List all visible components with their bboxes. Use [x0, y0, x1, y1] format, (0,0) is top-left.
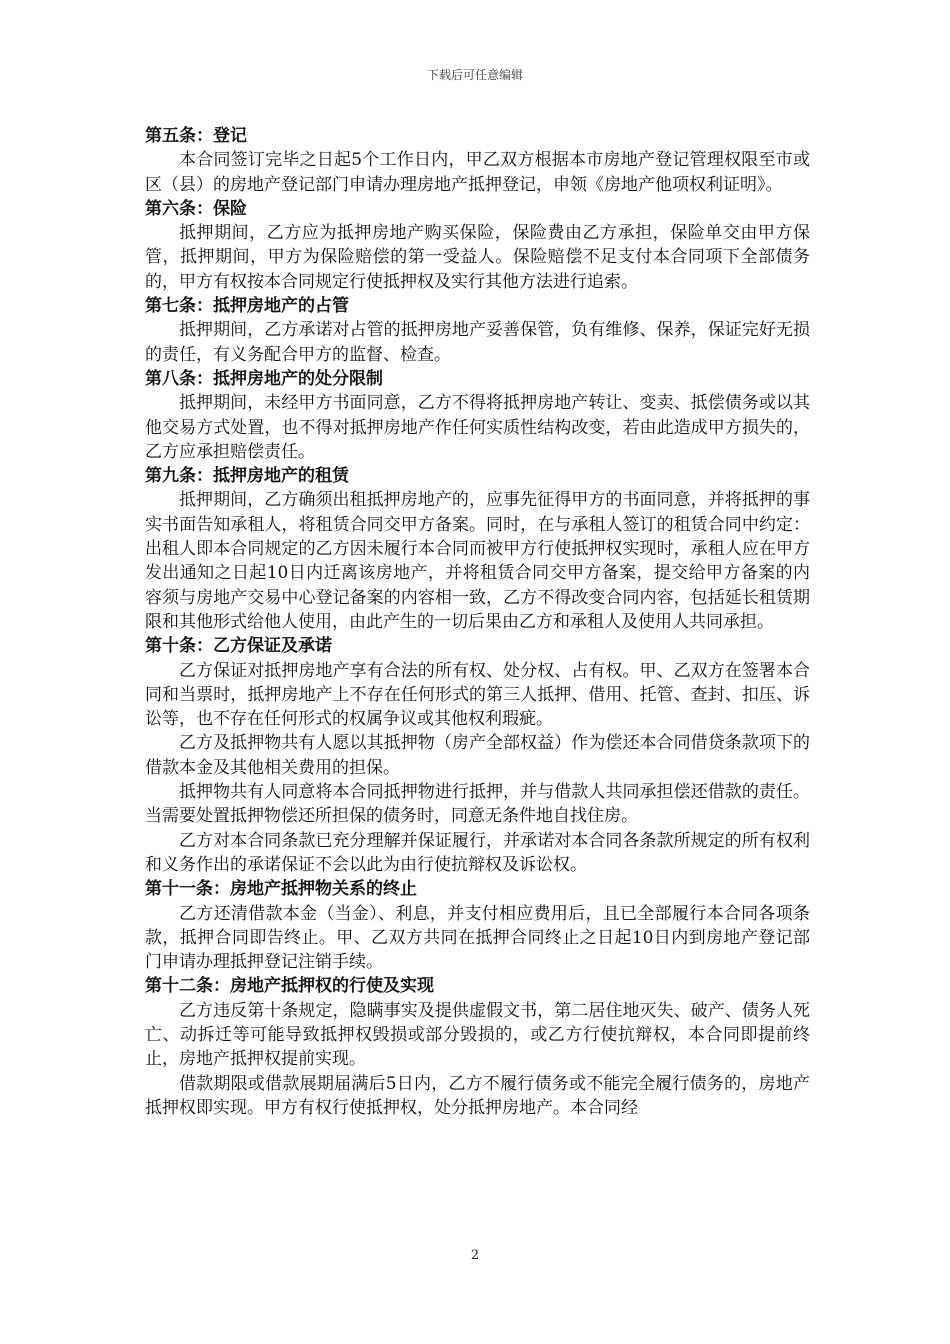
section-title: 第十二条：房地产抵押权的行使及实现 [145, 976, 434, 997]
section-paragraph: 借款期限或借款展期届满后5日内，乙方不履行债务或不能完全履行债务的，房地产抵押权即实现。甲方有权行使抵押权，处分抵押房地产。本合同经 [145, 1073, 810, 1118]
section-title: 第九条：抵押房地产的租赁 [145, 466, 349, 487]
section-paragraph: 乙方还清借款本金（当金）、利息，并支付相应费用后，且已全部履行本合同各项条款，抵押合同即告终止。甲、乙双方共同在抵押合同终止之日起10日内到房地产登记部门申请办理抵押登记注销手续。 [145, 903, 810, 973]
section-title: 第十一条：房地产抵押物关系的终止 [145, 879, 417, 900]
section-title: 第十条：乙方保证及承诺 [145, 636, 332, 657]
section-paragraph: 抵押物共有人同意将本合同抵押物进行抵押，并与借款人共同承担偿还借款的责任。当需要处置抵押物偿还所担保的债务时，同意无条件地自找住房。 [145, 782, 810, 827]
section-title: 第六条：保险 [145, 198, 247, 219]
section-paragraph: 乙方保证对抵押房地产享有合法的所有权、处分权、占有权。甲、乙双方在签署本合同和当票时，抵押房地产上不存在任何形式的第三人抵押、借用、托管、查封、扣压、诉讼等，也不存在任何形式的权属争议或其他权利瑕疵。 [145, 660, 810, 730]
section-title: 第八条：抵押房地产的处分限制 [145, 368, 383, 389]
section-paragraph: 乙方对本合同条款已充分理解并保证履行，并承诺对本合同各条款所规定的所有权利和义务作出的承诺保证不会以此为由行使抗辩权及诉讼权。 [145, 830, 810, 875]
section-paragraph: 本合同签订完毕之日起5个工作日内，甲乙双方根据本市房地产登记管理权限至市或区（县）的房地产登记部门申请办理房地产抵押登记，申领《房地产他项权利证明》。 [145, 150, 810, 195]
section-paragraph: 乙方及抵押物共有人愿以其抵押物（房产全部权益）作为偿还本合同借贷条款项下的借款本金及其他相关费用的担保。 [145, 733, 810, 778]
section-paragraph: 抵押期间，未经甲方书面同意，乙方不得将抵押房地产转让、变卖、抵偿债务或以其他交易方式处置，也不得对抵押房地产作任何实质性结构改变，若由此造成甲方损失的，乙方应承担赔偿责任。 [145, 393, 810, 462]
section-title: 第五条：登记 [145, 126, 247, 146]
section-paragraph: 乙方违反第十条规定，隐瞒事实及提供虚假文书，第二居住地灭失、破产、债务人死亡、动拆迁等可能导致抵押权毁损或部分毁损的，或乙方行使抗辩权，本合同即提前终止，房地产抵押权提前实现。 [145, 1000, 810, 1070]
section-title: 第七条：抵押房地产的占管 [145, 296, 349, 317]
section-paragraph: 抵押期间，乙方确须出租抵押房地产的，应事先征得甲方的书面同意，并将抵押的事实书面告知承租人，将租赁合同交甲方备案。同时，在与承租人签订的租赁合同中约定：出租人即本合同规定的乙方因未履行本合同而被甲方行使抵押权实现时，承租人应在甲方发出通知之日起10日内迁离该房地产，并将租赁合同交甲方备案，提交给甲方备案的内容须与房地产交易中心登记备案的内容相一致，乙方不得改变合同内容，包括延长租赁期限和其他形式给他人使用，由此产生的一切后果由乙方和承租人及使用人共同承担。 [145, 490, 810, 632]
document-body [145, 124, 810, 1120]
section-paragraph: 抵押期间，乙方应为抵押房地产购买保险，保险费由乙方承担，保险单交由甲方保管，抵押期间，甲方为保险赔偿的第一受益人。保险赔偿不足支付本合同项下全部债务的，甲方有权按本合同规定行使抵押权及实行其他方法进行追索。 [145, 223, 810, 292]
page-header: 下载后可任意编辑 [426, 68, 523, 82]
section-paragraph: 抵押期间，乙方承诺对占管的抵押房地产妥善保管，负有维修、保养，保证完好无损的责任，有义务配合甲方的监督、检查。 [145, 320, 810, 365]
page-number: 2 [470, 1248, 480, 1263]
